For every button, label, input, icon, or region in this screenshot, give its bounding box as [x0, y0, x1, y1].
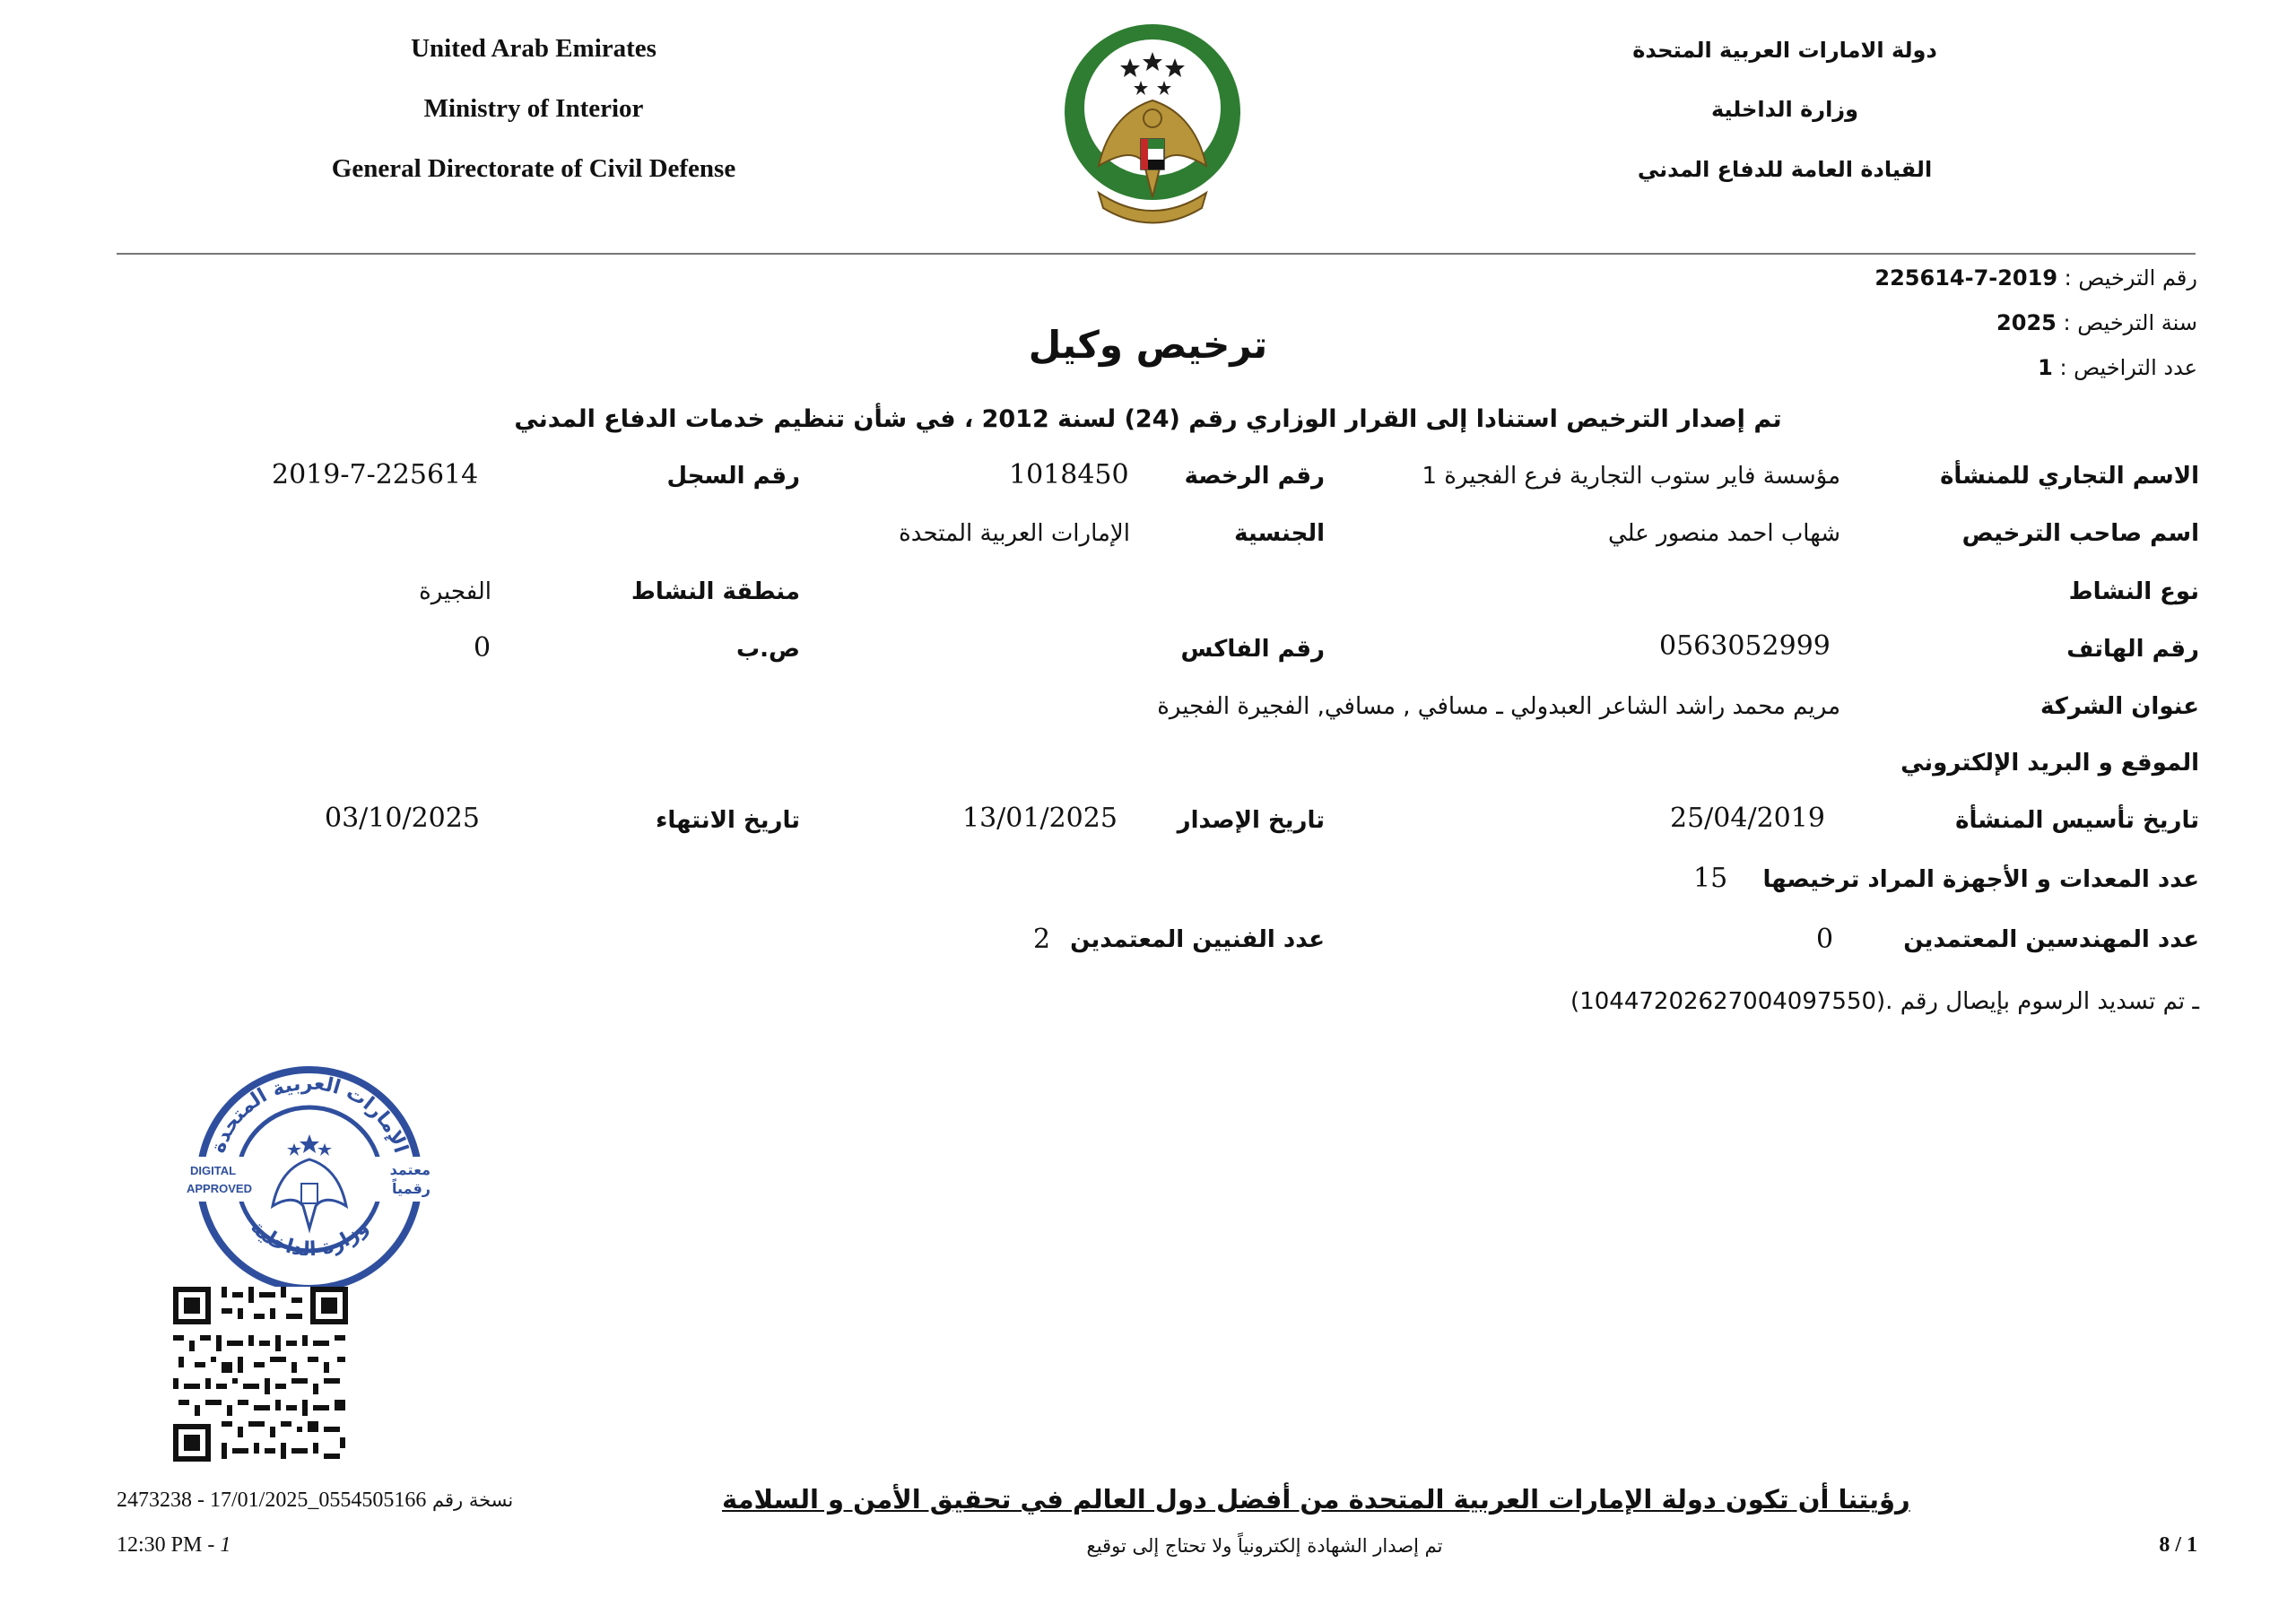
nationality-label: الجنسية [1234, 520, 1325, 547]
document-title: ترخيص وكيل [1028, 323, 1268, 367]
page-number: 8 / 1 [2159, 1533, 2197, 1557]
svg-text:وزارة الداخلية [246, 1217, 373, 1262]
phone-value: 0563052999 [1659, 630, 1831, 662]
header-divider [117, 253, 2196, 255]
header-ar-country: دولة الامارات العربية المتحدة [1632, 38, 1937, 63]
print-time: 12:30 PM - 1 [117, 1533, 231, 1557]
equipment-value: 15 [1693, 863, 1728, 894]
record-no-label: رقم السجل [666, 463, 800, 490]
stamp-right-text-2: رقمياً [392, 1180, 430, 1197]
web-email-label: الموقع و البريد الإلكتروني [1900, 750, 2199, 777]
founded-value: 25/04/2019 [1670, 803, 1825, 834]
fees-note: ـ تم تسديد الرسوم بإيصال رقم .(10447202627004097550) [1570, 988, 2199, 1015]
engineers-label: عدد المهندسين المعتمدين [1903, 926, 2199, 953]
issue-label: تاريخ الإصدار [1177, 807, 1325, 834]
stamp-left-text-2: APPROVED [187, 1182, 252, 1195]
owner-label: اسم صاحب الترخيص [1961, 520, 2199, 547]
license-no-value: 1018450 [1009, 459, 1129, 490]
copy-number [117, 1488, 513, 1513]
vision-statement: رؤيتنا أن تكون دولة الإمارات العربية المتحدة من أفضل دول العالم في تحقيق الأمن و السلامة [722, 1484, 1910, 1515]
activity-area-label: منطقة النشاط [631, 578, 800, 605]
expiry-value: 03/10/2025 [325, 803, 480, 834]
print-time-page: 1 [220, 1533, 231, 1557]
copy-number-label: نسخة رقم [432, 1489, 514, 1511]
license-no-label: رقم الرخصة [1184, 463, 1325, 490]
issue-value: 13/01/2025 [962, 803, 1118, 834]
nationality-value: الإمارات العربية المتحدة [899, 520, 1130, 547]
header-en-ministry: Ministry of Interior [423, 94, 644, 123]
stamp-bottom-text: وزارة الداخلية [246, 1216, 373, 1262]
technicians-value: 2 [1033, 924, 1051, 955]
equipment-label: عدد المعدات و الأجهزة المراد ترخيصها [1762, 866, 2199, 893]
founded-label: تاريخ تأسيس المنشأة [1955, 807, 2199, 834]
header-ar-directorate: القيادة العامة للدفاع المدني [1637, 157, 1933, 182]
license-number-value: 2019-7-225614 [1874, 265, 2058, 291]
license-count-value: 1 [2038, 355, 2053, 380]
stamp-right-text-1: معتمد [389, 1161, 430, 1178]
electronic-note: تم إصدار الشهادة إلكترونياً ولا تحتاج إلى توقيع [1086, 1535, 1443, 1557]
header-en-country: United Arab Emirates [411, 34, 657, 63]
license-year-value: 2025 [1996, 310, 2057, 335]
header-ar-ministry: وزارة الداخلية [1710, 97, 1859, 122]
expiry-label: تاريخ الانتهاء [656, 807, 800, 834]
license-count-label: عدد التراخيص : [2059, 355, 2197, 380]
owner-value: شهاب احمد منصور علي [1607, 520, 1840, 547]
license-number-label: رقم الترخيص : [2064, 265, 2197, 291]
record-no-value: 2019-7-225614 [272, 459, 479, 490]
stamp-top-text: الإمارات العربية المتحدة [206, 1072, 413, 1157]
copy-number-value: 2473238 - 17/01/2025_0554505166 [117, 1488, 427, 1512]
fax-label: رقم الفاكس [1180, 636, 1325, 663]
stamp-left-text-1: DIGITAL [190, 1164, 237, 1177]
phone-label: رقم الهاتف [2066, 636, 2199, 663]
technicians-label: عدد الفنيين المعتمدين [1070, 926, 1325, 953]
trade-name-label: الاسم التجاري للمنشأة [1940, 463, 2199, 490]
activity-type-label: نوع النشاط [2068, 578, 2199, 605]
po-box-label: ص.ب [736, 636, 800, 663]
activity-area-value: الفجيرة [419, 578, 491, 605]
header-en-directorate: General Directorate of Civil Defense [331, 154, 736, 183]
engineers-value: 0 [1816, 924, 1834, 955]
address-label: عنوان الشركة [2039, 693, 2199, 720]
print-time-value: 12:30 PM [117, 1533, 203, 1557]
qr-code-icon [173, 1287, 348, 1462]
uae-emblem-icon [1058, 18, 1247, 229]
license-year-label: سنة الترخيص : [2063, 310, 2197, 335]
digital-approved-stamp [179, 1063, 439, 1296]
license-number [1659, 265, 2197, 291]
license-count [1659, 355, 2197, 380]
license-year [1659, 310, 2197, 335]
address-value: مريم محمد راشد الشاعر العبدولي ـ مسافي , مسافي, الفجيرة الفجيرة [1157, 693, 1840, 720]
decree-text: تم إصدار الترخيص استنادا إلى القرار الوزاري رقم (24) لسنة 2012 ، في شأن تنظيم خدمات الدفاع المدني [514, 405, 1782, 433]
trade-name-value: مؤسسة فاير ستوب التجارية فرع الفجيرة 1 [1422, 463, 1840, 490]
po-box-value: 0 [474, 632, 491, 664]
